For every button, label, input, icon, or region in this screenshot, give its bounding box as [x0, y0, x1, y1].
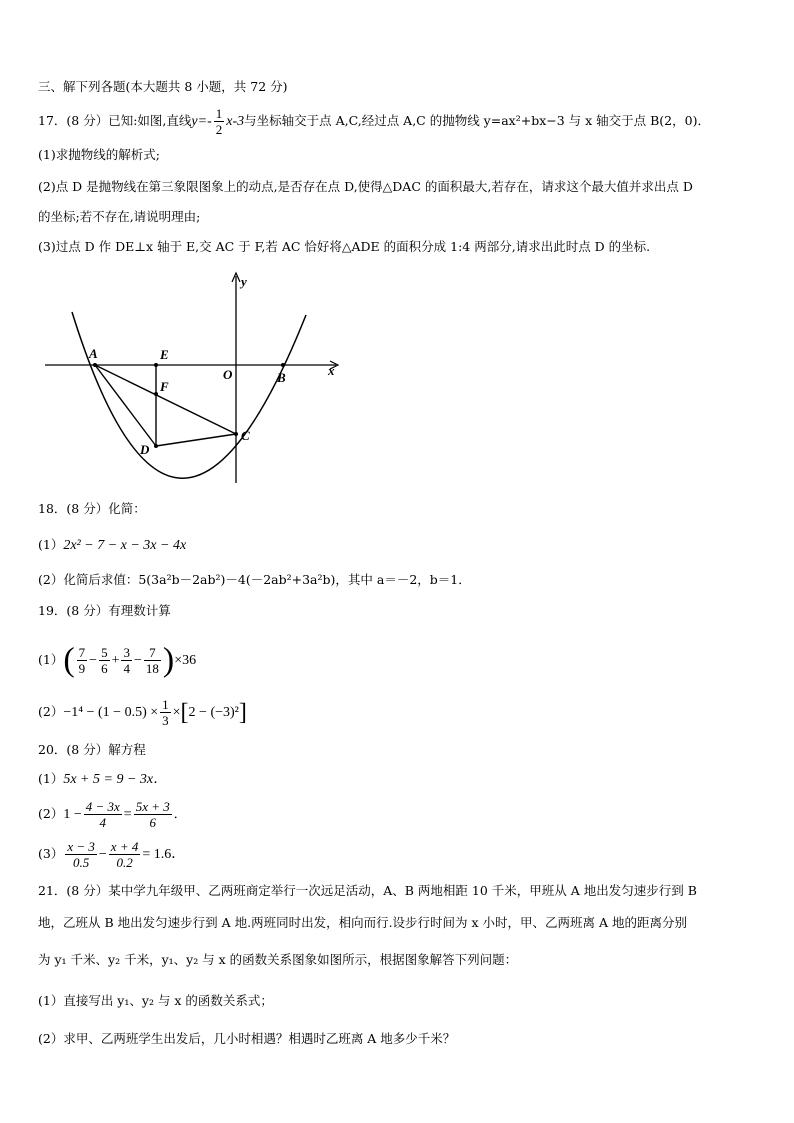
label-x: x [328, 363, 335, 378]
label-d: D [140, 442, 150, 457]
line-dc [156, 434, 236, 446]
q17-part-1: (1)求抛物线的解析式; [38, 147, 160, 162]
q17-part-3: (3)过点 D 作 DE⊥x 轴于 E,交 AC 于 F,若 AC 恰好将△ADE 的面积分成 1:4 两部分,请求出此时点 D 的坐标. [38, 239, 651, 254]
q17-stem [38, 106, 710, 137]
q18-stem: 18．(8 分）化简： [38, 501, 146, 516]
q19-p2-a: −1⁴ − (1 − 0.5) × [63, 705, 159, 720]
q19-stem: 19．(8 分）有理数计算 [38, 603, 171, 618]
q19-p1-label: (1） [38, 652, 64, 667]
line-ac [95, 365, 236, 434]
line-ad [95, 365, 156, 446]
q17-part-2a: (2)点 D 是抛物线在第三象限图象上的动点,是否存在点 D,使得△DAC 的面积最大,若存在，请求这个最大值并求出点 D [38, 179, 693, 194]
q18-part-2: (2）化简后求值：5(3a²b－2ab²)－4(－2ab²+3a²b)，其中 a＝－2，b＝1． [38, 572, 471, 587]
q20-p2-a: 1 − [63, 807, 82, 822]
point-e [154, 363, 158, 367]
q20-part-3: (3） $\frac{x - 3}{0.5}$ − $\frac{x + 4}{0.2}$ = 1.6． [38, 839, 186, 870]
point-a [93, 363, 97, 367]
q19-p2-c: 2 − (−3)² [188, 705, 239, 720]
q17-line-y: y=- [191, 114, 212, 129]
parabola-curve [72, 312, 306, 478]
q21-part-1: (1）直接写出 y₁、y₂ 与 x 的函数关系式； [38, 993, 273, 1008]
point-b [281, 363, 285, 367]
q20-p1-expr: 5x + 5 = 9 − 3x． [63, 772, 168, 787]
parabola-figure [0, 268, 360, 493]
q17-head: 17．(8 分）已知:如图,直线 [38, 113, 192, 128]
q20-p1-label: (1） [38, 771, 64, 786]
q19-p2-label: (2） [38, 704, 64, 719]
q21-line-1: 21．(8 分）某中学九年级甲、乙两班商定举行一次远足活动，A、B 两地相距 10 千米，甲班从 A 地出发匀速步行到 B [38, 883, 697, 898]
q20-part-1 [38, 770, 167, 789]
q17-tail: 与坐标轴交于点 A,C,经过点 A,C 的抛物线 y=ax²+bx−3 与 x 轴交于点 B(2，0)． [244, 113, 710, 128]
q19-part-1: (1）( $\frac{7}{9}$ − $\frac{5}{6}$ + $\frac{3}{4}$ − $\frac{7}{18}$ )×36 [38, 641, 197, 679]
q17-line-rest: x-3 [226, 114, 245, 129]
point-f [154, 392, 158, 396]
q20-part-2: (2）1 − $\frac{4 - 3x}{4}$ = $\frac{5x + 3}{6}$ ． [38, 799, 187, 830]
q20-p3-label: (3） [38, 846, 64, 861]
q18-p1-label: (1） [38, 537, 64, 552]
q18-part-1 [38, 536, 186, 555]
q19-p2-b: × [172, 705, 181, 720]
label-f: F [160, 379, 169, 394]
label-y: y [241, 274, 247, 289]
q20-stem: 20．(8 分）解方程 [38, 742, 146, 757]
section-title: 三、解下列各题(本大题共 8 小题，共 72 分) [38, 79, 288, 94]
q18-p1-expr: 2x² − 7 − x − 3x − 4x [63, 538, 187, 553]
q17-part-2b: 的坐标;若不存在,请说明理由; [38, 209, 201, 224]
point-c [234, 432, 238, 436]
q21-part-2: (2）求甲、乙两班学生出发后，几小时相遇？相遇时乙班离 A 地多少千米？ [38, 1031, 456, 1046]
label-c: C [241, 428, 250, 443]
q19-p1-tail: ×36 [174, 653, 197, 668]
q17-half-fraction: $\frac{1}{2}$ [215, 106, 223, 137]
label-b: B [277, 370, 286, 385]
label-o: O [223, 367, 233, 382]
point-d [154, 444, 158, 448]
q21-line-2: 地，乙班从 B 地出发匀速步行到 A 地.两班同时出发，相向而行.设步行时间为 x 小时，甲、乙两班离 A 地的距离分别 [38, 915, 688, 930]
q19-part-2: (2）−1⁴ − (1 − 0.5) × $\frac{1}{3}$ ×[2 − (−3)²] [38, 697, 247, 728]
q20-p2-label: (2） [38, 806, 64, 821]
q21-line-3: 为 y₁ 千米、y₂ 千米，y₁、y₂ 与 x 的函数关系图象如图所示，根据图象解答下列问题： [38, 952, 518, 967]
label-e: E [160, 347, 169, 362]
label-a: A [89, 346, 98, 361]
